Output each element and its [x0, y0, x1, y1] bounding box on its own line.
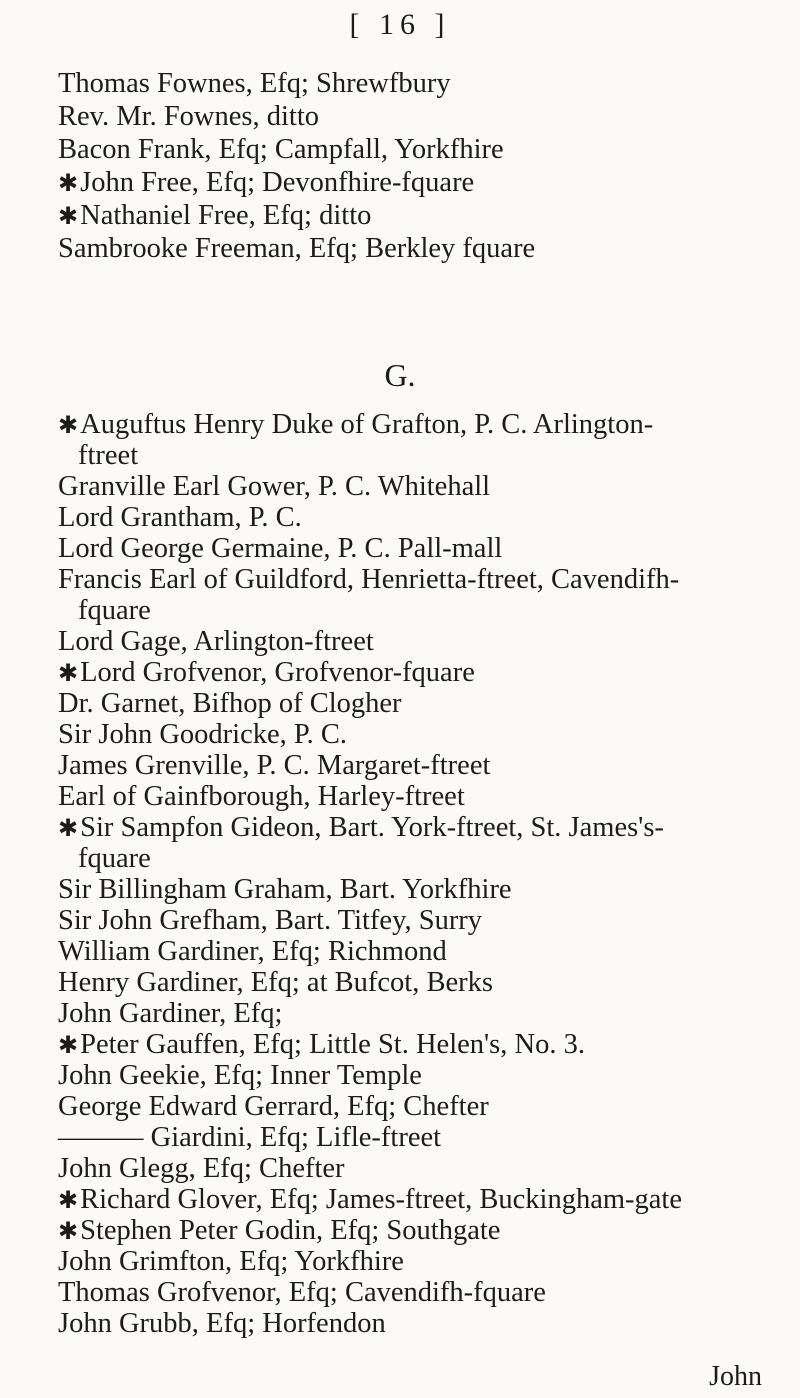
- list-item: [58, 688, 788, 719]
- list-item: [58, 101, 788, 132]
- list-item: [58, 1060, 788, 1091]
- entry-text: Auguftus Henry Duke of Grafton, P. C. Arlington-: [80, 409, 654, 440]
- list-item: [58, 1246, 788, 1277]
- list-item: [58, 812, 788, 845]
- catchword: John: [709, 1361, 762, 1392]
- list-item: [58, 564, 788, 595]
- asterisk-icon: ✱: [58, 1188, 79, 1214]
- list-item: [58, 750, 788, 781]
- entry-text: Sir Billingham Graham, Bart. Yorkfhire: [58, 874, 512, 905]
- list-item: [58, 1308, 788, 1339]
- entry-text: Lord Grofvenor, Grofvenor-fquare: [80, 657, 475, 688]
- entry-text: John Geekie, Efq; Inner Temple: [58, 1060, 422, 1091]
- entry-text: Richard Glover, Efq; James-ftreet, Buckingham-gate: [80, 1184, 683, 1215]
- entry-text: Granville Earl Gower, P. C. Whitehall: [58, 471, 491, 502]
- entry-text: Bacon Frank, Efq; Campfall, Yorkfhire: [58, 134, 504, 165]
- list-item: [58, 874, 788, 905]
- entry-text: James Grenville, P. C. Margaret-ftreet: [58, 750, 491, 781]
- entry-text: fquare: [78, 843, 151, 874]
- list-item: [58, 936, 788, 967]
- list-item: [58, 200, 788, 233]
- entry-text: Peter Gauffen, Efq; Little St. Helen's, No. 3.: [80, 1029, 585, 1060]
- entry-text: Thomas Fownes, Efq; Shrewfbury: [58, 68, 451, 99]
- list-item: [58, 68, 788, 99]
- entry-text: John Gardiner, Efq;: [58, 998, 283, 1029]
- asterisk-icon: ✱: [58, 413, 79, 439]
- list-item: [58, 626, 788, 657]
- asterisk-icon: ✱: [58, 661, 79, 687]
- asterisk-icon: ✱: [58, 171, 79, 197]
- asterisk-icon: ✱: [58, 204, 79, 230]
- list-item: [78, 595, 800, 626]
- list-item: [58, 905, 788, 936]
- page-number: [ 16 ]: [349, 8, 451, 41]
- entry-text: Henry Gardiner, Efq; at Bufcot, Berks: [58, 967, 493, 998]
- list-item: [78, 843, 800, 874]
- entry-text: John Grubb, Efq; Horfendon: [58, 1308, 386, 1339]
- list-item: [58, 719, 788, 750]
- list-item: [58, 1091, 788, 1122]
- entry-text: ftreet: [78, 440, 139, 471]
- entry-text: Lord George Germaine, P. C. Pall-mall: [58, 533, 503, 564]
- entry-text: Dr. Garnet, Bifhop of Clogher: [58, 688, 402, 719]
- entry-text: Lord Grantham, P. C.: [58, 502, 302, 533]
- entry-text: Sir John Goodricke, P. C.: [58, 719, 347, 750]
- entry-text: John Free, Efq; Devonfhire-fquare: [80, 167, 475, 198]
- list-item: [58, 1277, 788, 1308]
- list-item: [58, 167, 788, 200]
- list-item: [58, 998, 788, 1029]
- list-item: [58, 134, 788, 165]
- entry-text: Stephen Peter Godin, Efq; Southgate: [80, 1215, 501, 1246]
- list-item: [58, 409, 788, 442]
- asterisk-icon: ✱: [58, 1033, 79, 1059]
- entry-text: John Glegg, Efq; Chefter: [58, 1153, 345, 1184]
- list-item: [58, 1184, 788, 1217]
- list-item: [58, 1153, 788, 1184]
- entry-text: Sir Sampfon Gideon, Bart. York-ftreet, St. James's-: [80, 812, 664, 843]
- list-item: [58, 502, 788, 533]
- entry-text: George Edward Gerrard, Efq; Chefter: [58, 1091, 489, 1122]
- entry-text: fquare: [78, 595, 151, 626]
- entry-text: Rev. Mr. Fownes, ditto: [58, 101, 319, 132]
- entry-text: Thomas Grofvenor, Efq; Cavendifh-fquare: [58, 1277, 546, 1308]
- list-item: [58, 657, 788, 690]
- list-item: [58, 1122, 788, 1153]
- list-item: [58, 533, 788, 564]
- list-item: [58, 1029, 788, 1062]
- section-heading: G.: [384, 357, 416, 393]
- list-item: [58, 1215, 788, 1248]
- entry-text: Lord Gage, Arlington-ftreet: [58, 626, 374, 657]
- entry-text: Nathaniel Free, Efq; ditto: [80, 200, 372, 231]
- entry-text: Francis Earl of Guildford, Henrietta-ftreet, Cavendifh-: [58, 564, 680, 595]
- list-item: [58, 471, 788, 502]
- entry-text: ——— Giardini, Efq; Lifle-ftreet: [58, 1122, 442, 1153]
- asterisk-icon: ✱: [58, 816, 79, 842]
- entry-text: Earl of Gainfborough, Harley-ftreet: [58, 781, 465, 812]
- entry-text: Sir John Grefham, Bart. Titfey, Surry: [58, 905, 483, 936]
- asterisk-icon: ✱: [58, 1219, 79, 1245]
- list-item: [58, 781, 788, 812]
- list-item: [58, 967, 788, 998]
- entry-text: John Grimfton, Efq; Yorkfhire: [58, 1246, 404, 1277]
- list-item: [58, 233, 788, 264]
- list-item: [78, 440, 800, 471]
- entry-text: William Gardiner, Efq; Richmond: [58, 936, 447, 967]
- entry-text: Sambrooke Freeman, Efq; Berkley fquare: [58, 233, 536, 264]
